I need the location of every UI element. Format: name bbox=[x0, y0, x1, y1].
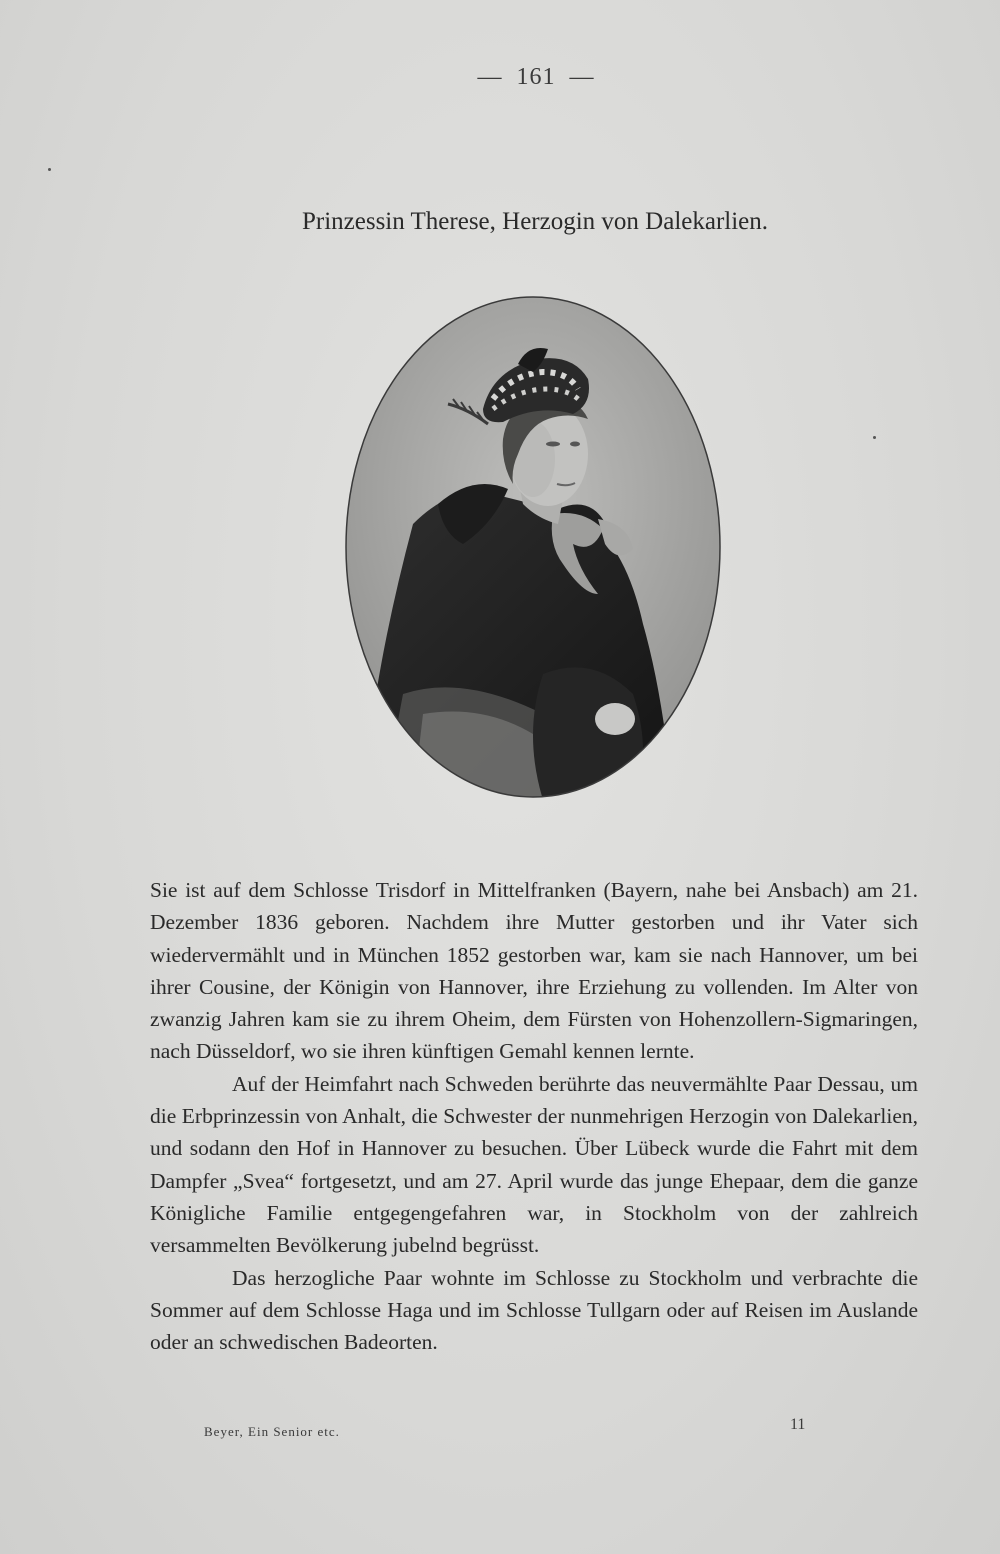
paper-speck bbox=[873, 436, 876, 439]
paper-speck bbox=[48, 168, 51, 171]
page-number-dash-right: — bbox=[569, 64, 595, 90]
footer-signature: Beyer, Ein Senior etc. bbox=[204, 1424, 340, 1439]
portrait-photograph bbox=[343, 294, 723, 800]
paragraph-residence: Das herzogliche Paar wohnte im Schlosse zu Stockholm und verbrachte die Sommer auf dem Schlosse Haga und im Schlosse Tullgarn oder auf Reisen im Auslande oder an schwedischen Badeorten. bbox=[150, 1265, 918, 1355]
body-text bbox=[150, 874, 918, 1358]
page-number bbox=[0, 64, 1000, 91]
paragraph-journey: Auf der Heimfahrt nach Schweden berührte das neuvermählte Paar Dessau, um die Erbprinzessin von Anhalt, die Schwester der nunmehrigen Herzogin von Dalekarlien, und sodann den Hof in Hannover zu besuchen. Über Lübeck wurde die Fahrt mit dem Dampfer „Svea“ fortgesetzt, und am 27. April wurde das junge Ehepaar, dem die ganze Königliche Familie entgegengefahren war, in Stockholm von der zahlreich versammelten Bevölkerung jubelnd begrüsst. bbox=[150, 1071, 918, 1258]
page-heading: Prinzessin Therese, Herzogin von Dalekarlien. bbox=[301, 208, 769, 235]
paragraph-birth: Sie ist auf dem Schlosse Trisdorf in Mittelfranken (Bayern, nahe bei Ansbach) am 21. Dezember 1836 geboren. Nachdem ihre Mutter gestorben und ihr Vater sich wiedervermählt und in München 1852 gestorben war, kam sie nach Hannover, um bei ihrer Cousine, der Königin von Hannover, ihre Erziehung zu vollenden. Im Alter von zwanzig Jahren kam sie zu ihrem Oheim, dem Fürsten von Hohenzollern-Sigmaringen, nach Düsseldorf, wo sie ihren künftigen Gemahl kennen lernte. bbox=[150, 878, 918, 1064]
footer-sheet-number: 11 bbox=[790, 1416, 806, 1433]
page-number-value: 161 bbox=[516, 64, 556, 90]
page-number-dash-left: — bbox=[477, 64, 503, 90]
